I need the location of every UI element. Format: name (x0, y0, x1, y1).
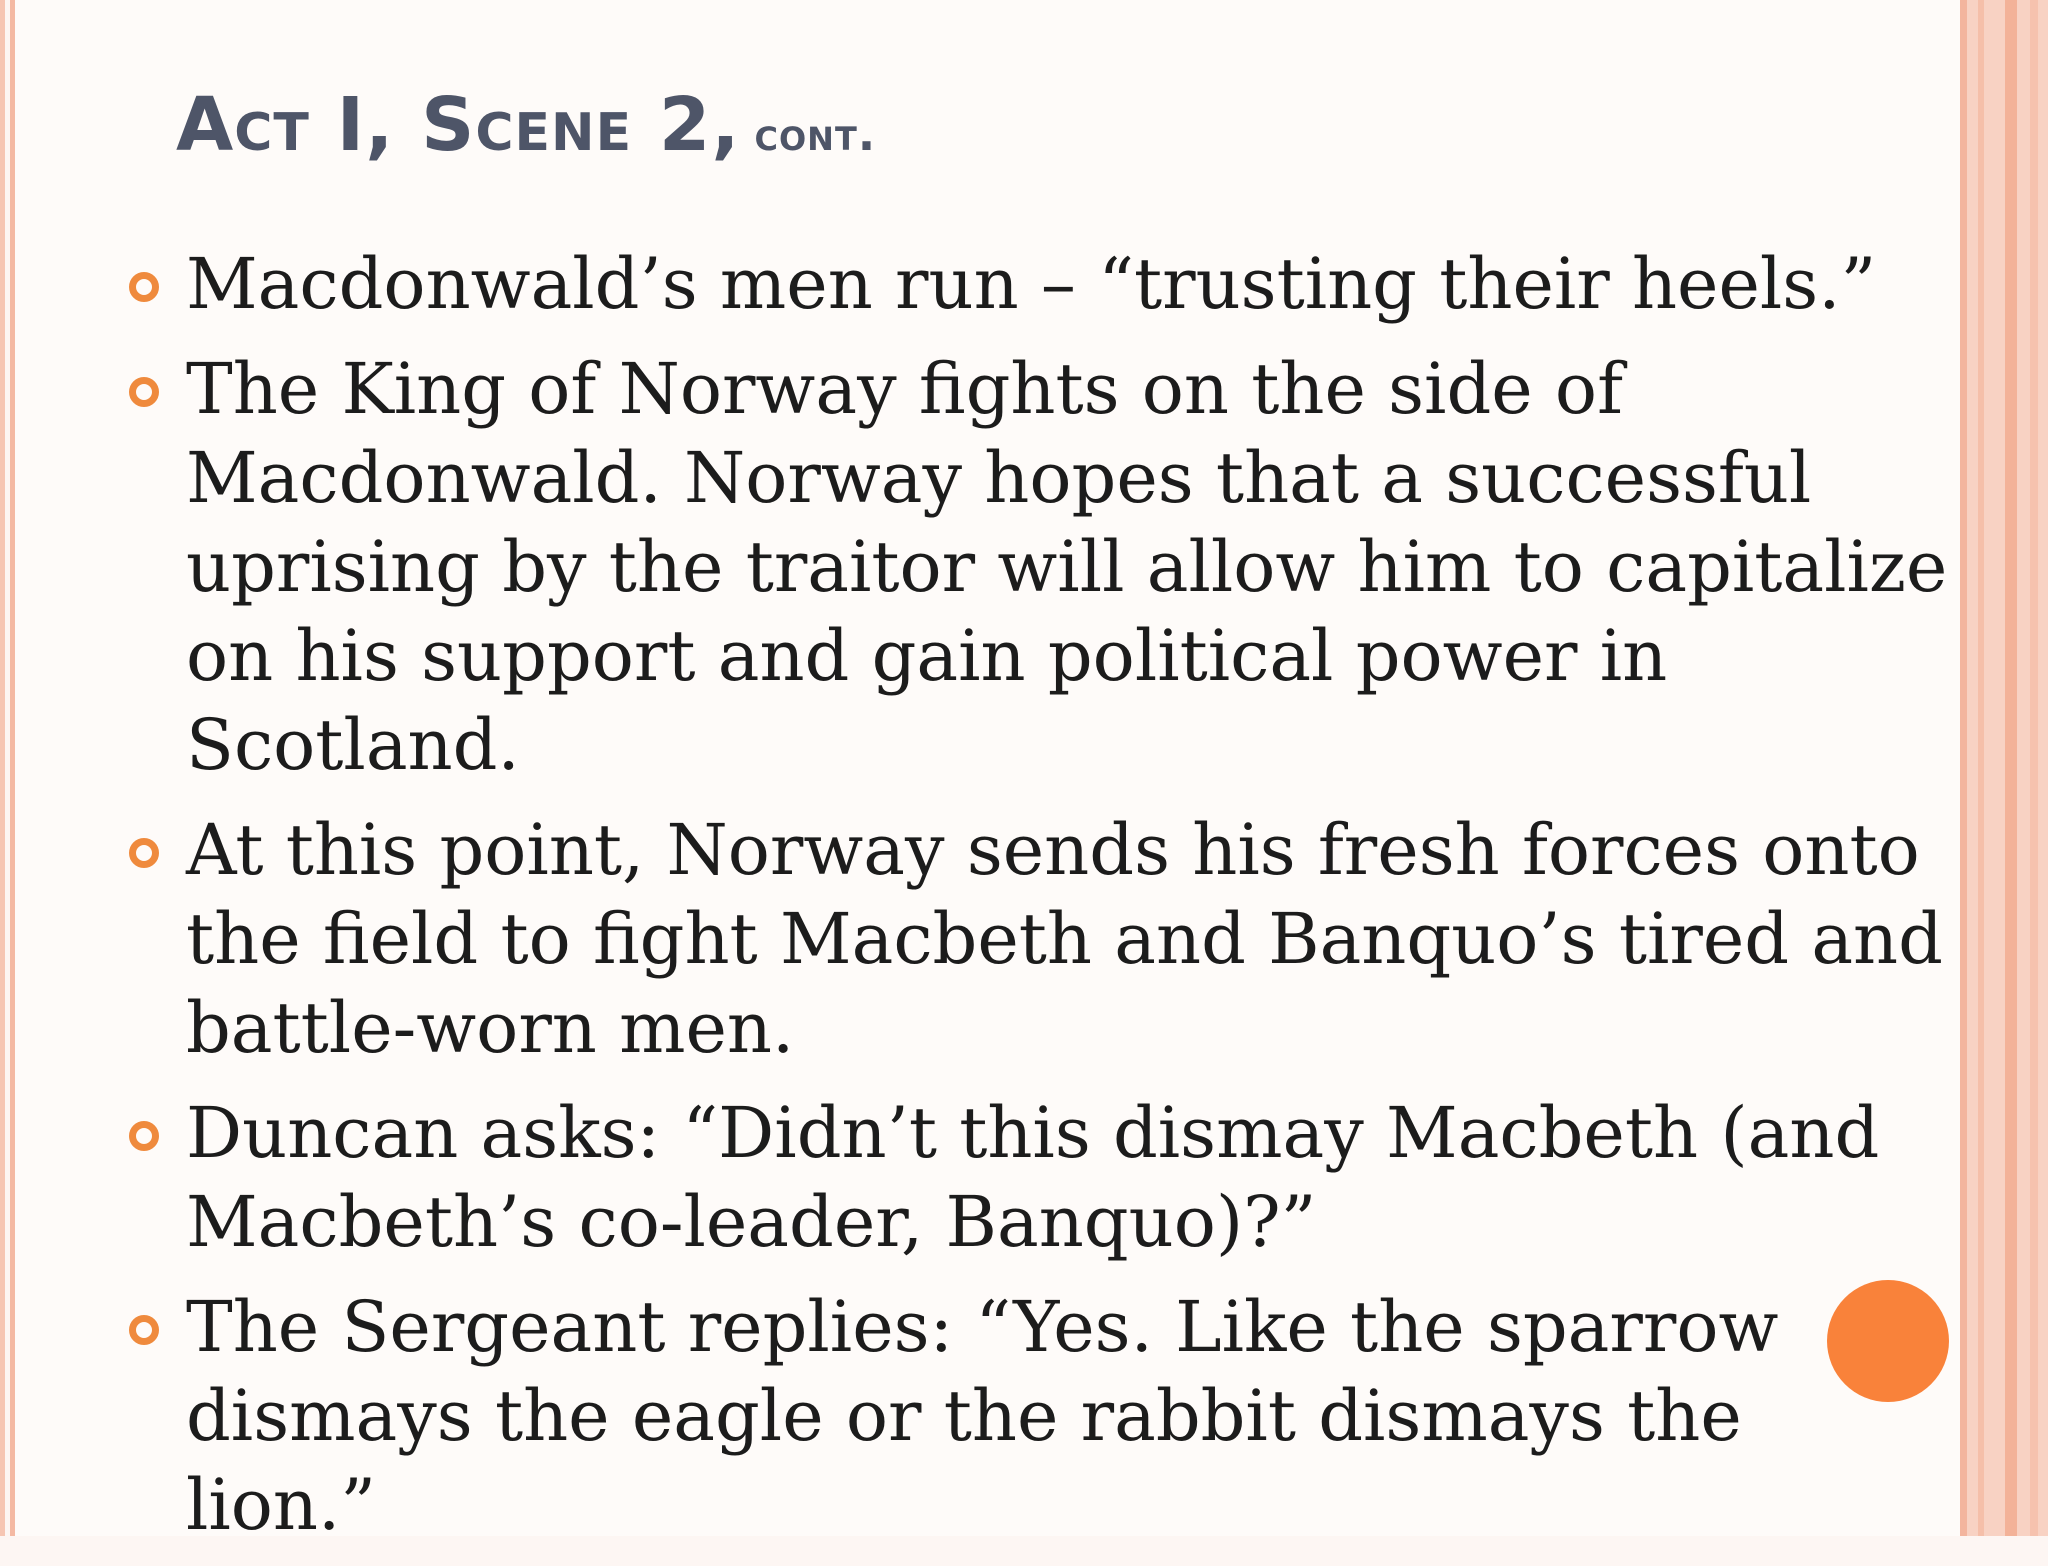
bullet-text: Macdonwald’s men run – “trusting their heels.” (186, 243, 1877, 325)
ring-bullet-icon (129, 377, 159, 407)
bullet-text: Duncan asks: “Didn’t this dismay Macbeth (and Macbeth’s co-leader, Banquo)?” (186, 1092, 1880, 1263)
slide-title-suffix: cont. (754, 107, 877, 161)
ring-bullet-icon (129, 1315, 159, 1345)
bullet-item (122, 1283, 1952, 1550)
slide-title (176, 82, 877, 168)
bullet-text: At this point, Norway sends his fresh forces onto the field to fight Macbeth and Banquo’s tired and battle-worn men. (186, 809, 1943, 1069)
left-border-stripe (0, 0, 5, 1536)
right-border-stripe (1978, 0, 1984, 1536)
bullet-text: The Sergeant replies: “Yes. Like the sparrow dismays the eagle or the rabbit dismays the lion.” (186, 1286, 1779, 1546)
slide-title-main: Act I, Scene 2, (176, 82, 741, 168)
ring-bullet-icon (129, 272, 159, 302)
bullet-item (122, 240, 1952, 329)
ring-bullet-icon (129, 838, 159, 868)
orange-circle-decoration (1827, 1280, 1949, 1402)
right-border-stripe (1960, 0, 1967, 1536)
right-border-stripe (2005, 0, 2017, 1536)
right-border-stripe (2030, 0, 2038, 1536)
ring-bullet-icon (129, 1121, 159, 1151)
bullet-item (122, 1089, 1952, 1267)
bullet-item (122, 345, 1952, 790)
bullet-list (122, 240, 1952, 1566)
bullet-text: The King of Norway fights on the side of Macdonwald. Norway hopes that a successful uprising by the traitor will allow him to capitalize on his support and gain political power in Scotland. (186, 348, 1948, 786)
bullet-item (122, 806, 1952, 1073)
